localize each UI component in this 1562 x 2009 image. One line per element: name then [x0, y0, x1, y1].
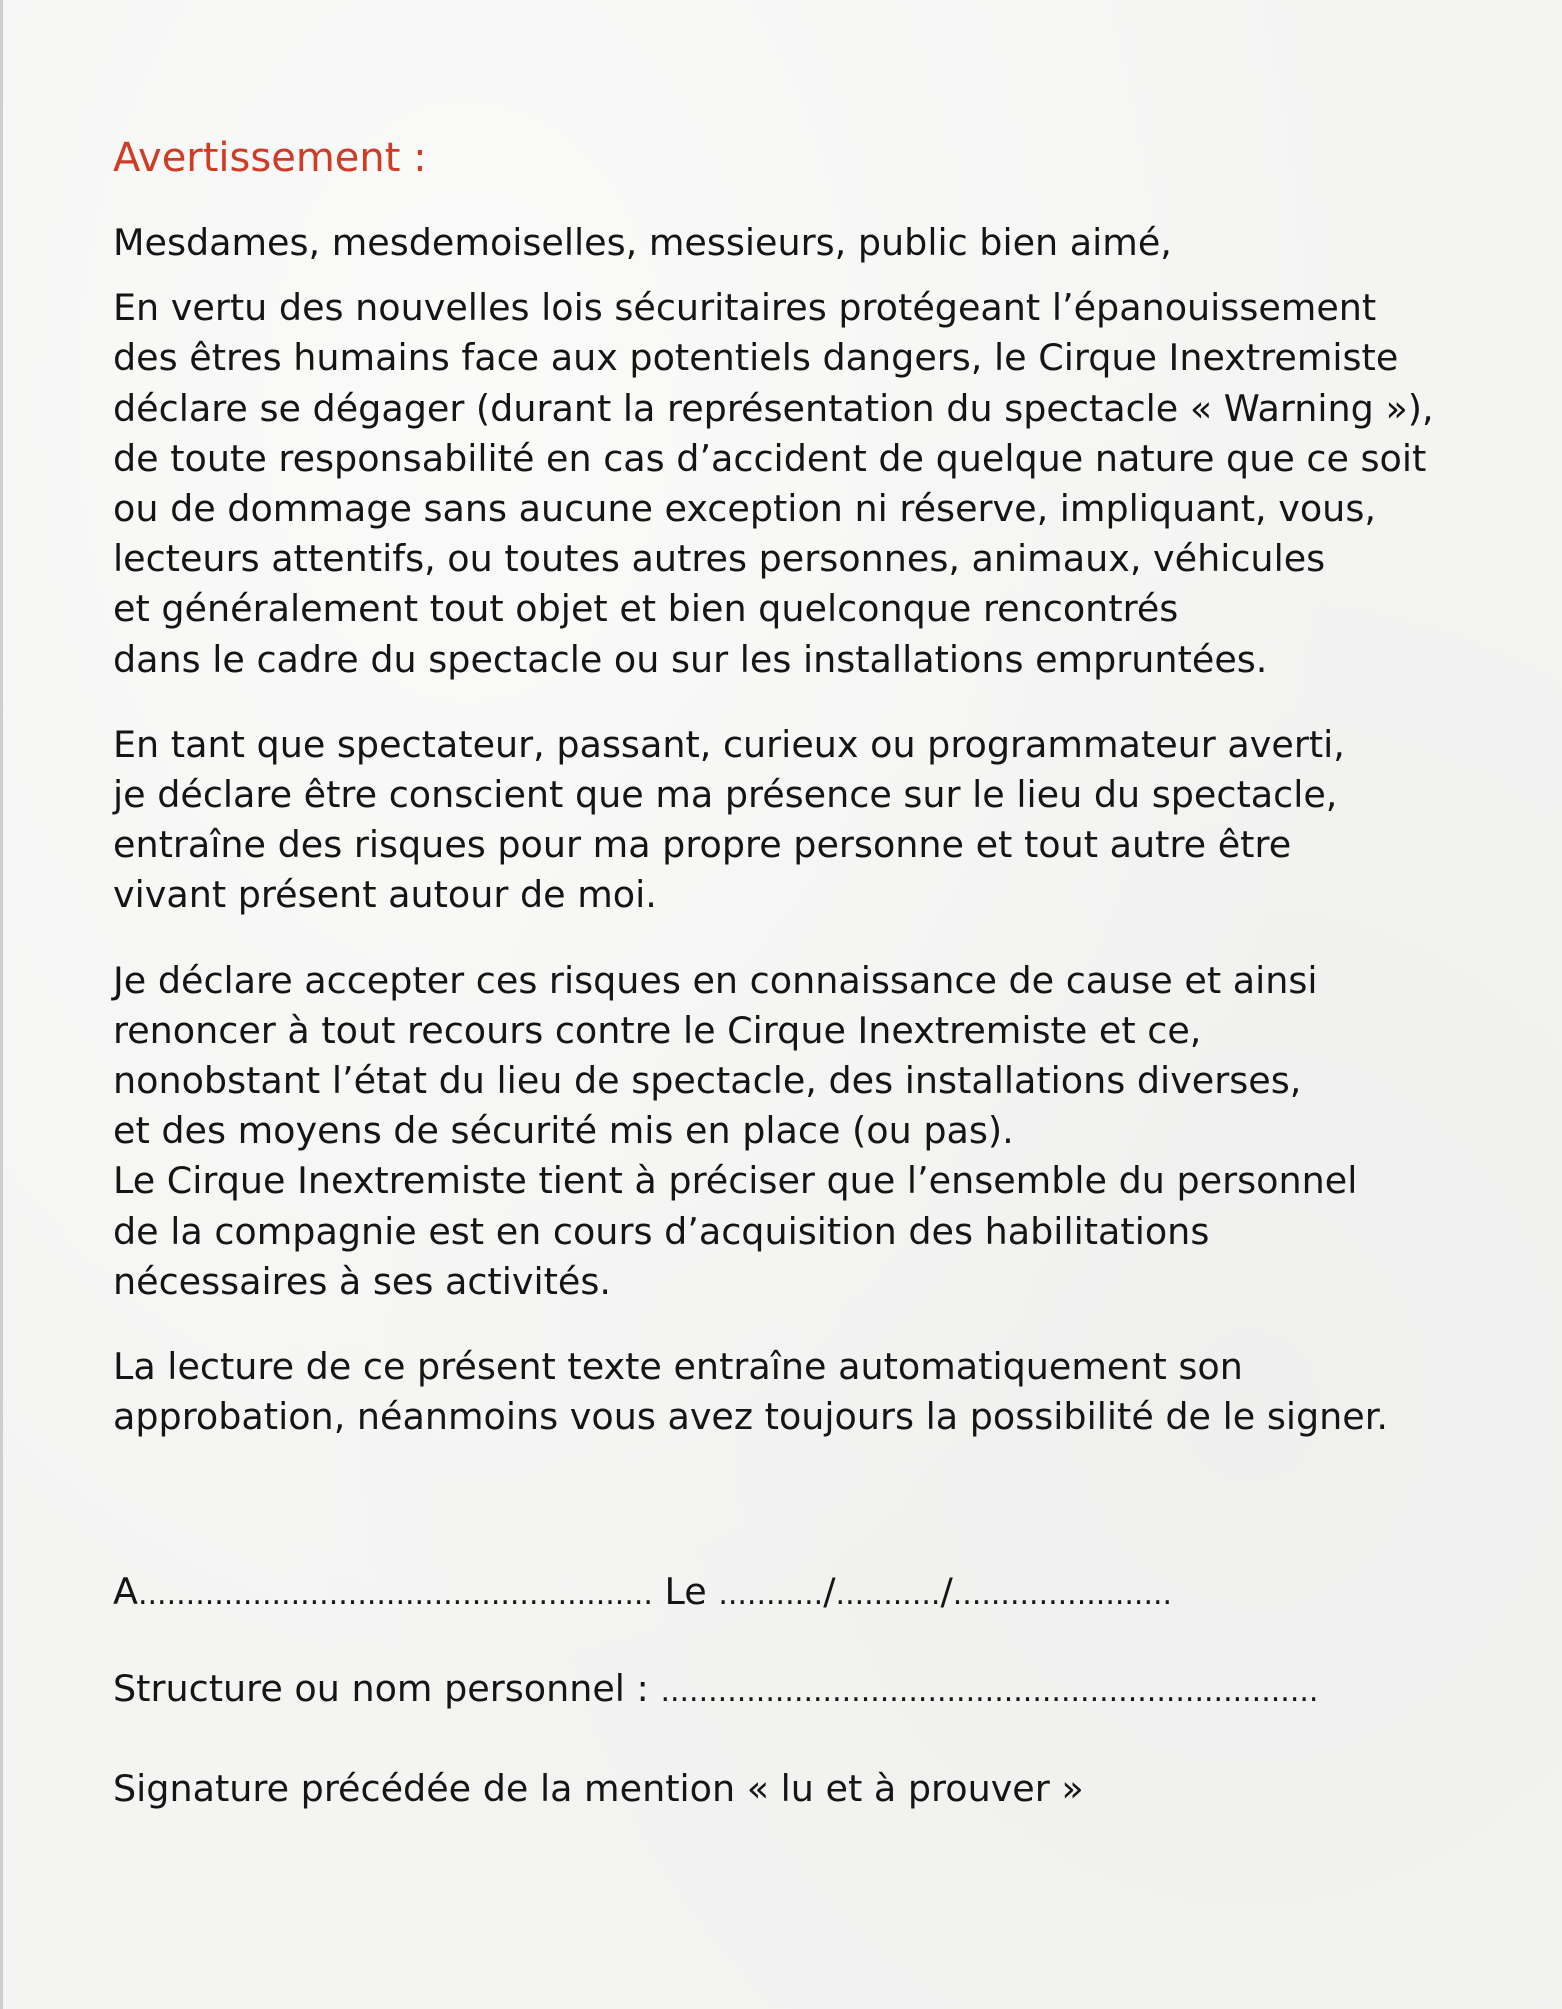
paper-left-edge: [0, 0, 3, 2009]
paragraph-line: et généralement tout objet et bien quelconque rencontrés: [113, 587, 1179, 631]
document-body: [113, 128, 1533, 1457]
date-month-fill-line[interactable]: ...........: [835, 1577, 941, 1612]
paragraph-line: La lecture de ce présent texte entraîne automatiquement son: [113, 1345, 1243, 1389]
paragraph-line: de la compagnie est en cours d’acquisition des habilitations: [113, 1209, 1210, 1253]
paragraph-line: Le Cirque Inextremiste tient à préciser que l’ensemble du personnel: [113, 1159, 1358, 1203]
structure-fill-line[interactable]: .....................................................................: [660, 1674, 1319, 1709]
place-fill-line[interactable]: ......................................................: [137, 1577, 653, 1612]
paragraph-line: je déclare être conscient que ma présence sur le lieu du spectacle,: [113, 773, 1338, 817]
greeting-line: Mesdames, mesdemoiselles, messieurs, public bien aimé,: [113, 221, 1172, 264]
paragraph-line: En tant que spectateur, passant, curieux ou programmateur averti,: [113, 722, 1345, 766]
document-title: Avertissement :: [113, 135, 427, 181]
greeting: [113, 218, 1533, 268]
paragraph-line: renoncer à tout recours contre le Cirque Inextremiste et ce,: [113, 1008, 1202, 1052]
date-label: Le: [664, 1570, 707, 1613]
signature-label: Signature précédée de la mention « lu et à prouver »: [113, 1767, 1084, 1810]
paragraph-line: approbation, néanmoins vous avez toujours la possibilité de le signer.: [113, 1395, 1388, 1439]
paragraph-risk-acceptance: [113, 956, 1533, 1307]
signature-field-row: [113, 1764, 1084, 1814]
date-year-fill-line[interactable]: .......................: [952, 1577, 1173, 1612]
paragraph-spectator-declaration: [113, 720, 1533, 921]
date-separator: /: [823, 1570, 836, 1613]
paragraph-line: nécessaires à ses activités.: [113, 1259, 612, 1303]
paragraph-line: ou de dommage sans aucune exception ni réserve, impliquant, vous,: [113, 487, 1376, 531]
paragraph-line: lecteurs attentifs, ou toutes autres personnes, animaux, véhicules: [113, 537, 1326, 581]
structure-label: Structure ou nom personnel :: [113, 1667, 649, 1710]
place-label: A: [113, 1570, 138, 1613]
date-day-fill-line[interactable]: ...........: [718, 1577, 824, 1612]
paragraph-line: nonobstant l’état du lieu de spectacle, des installations diverses,: [113, 1059, 1302, 1103]
paragraph-line: de toute responsabilité en cas d’accident de quelque nature que ce soit: [113, 436, 1427, 480]
paragraph-line: Je déclare accepter ces risques en connaissance de cause et ainsi: [113, 958, 1318, 1002]
paragraph-line: et des moyens de sécurité mis en place (ou pas).: [113, 1109, 1014, 1153]
paragraph-approval: [113, 1342, 1533, 1442]
structure-field-row: [113, 1664, 1318, 1717]
paragraph-line: déclare se dégager (durant la représentation du spectacle « Warning »),: [113, 386, 1434, 430]
paragraph-liability: [113, 283, 1533, 685]
place-date-field-row: [113, 1567, 1172, 1620]
paragraph-line: En vertu des nouvelles lois sécuritaires protégeant l’épanouissement: [113, 286, 1377, 330]
paragraph-line: entraîne des risques pour ma propre personne et tout autre être: [113, 823, 1292, 867]
paragraph-line: vivant présent autour de moi.: [113, 873, 657, 917]
paragraph-line: dans le cadre du spectacle ou sur les installations empruntées.: [113, 637, 1268, 681]
date-separator: /: [940, 1570, 953, 1613]
paragraph-line: des êtres humains face aux potentiels dangers, le Cirque Inextremiste: [113, 336, 1399, 380]
